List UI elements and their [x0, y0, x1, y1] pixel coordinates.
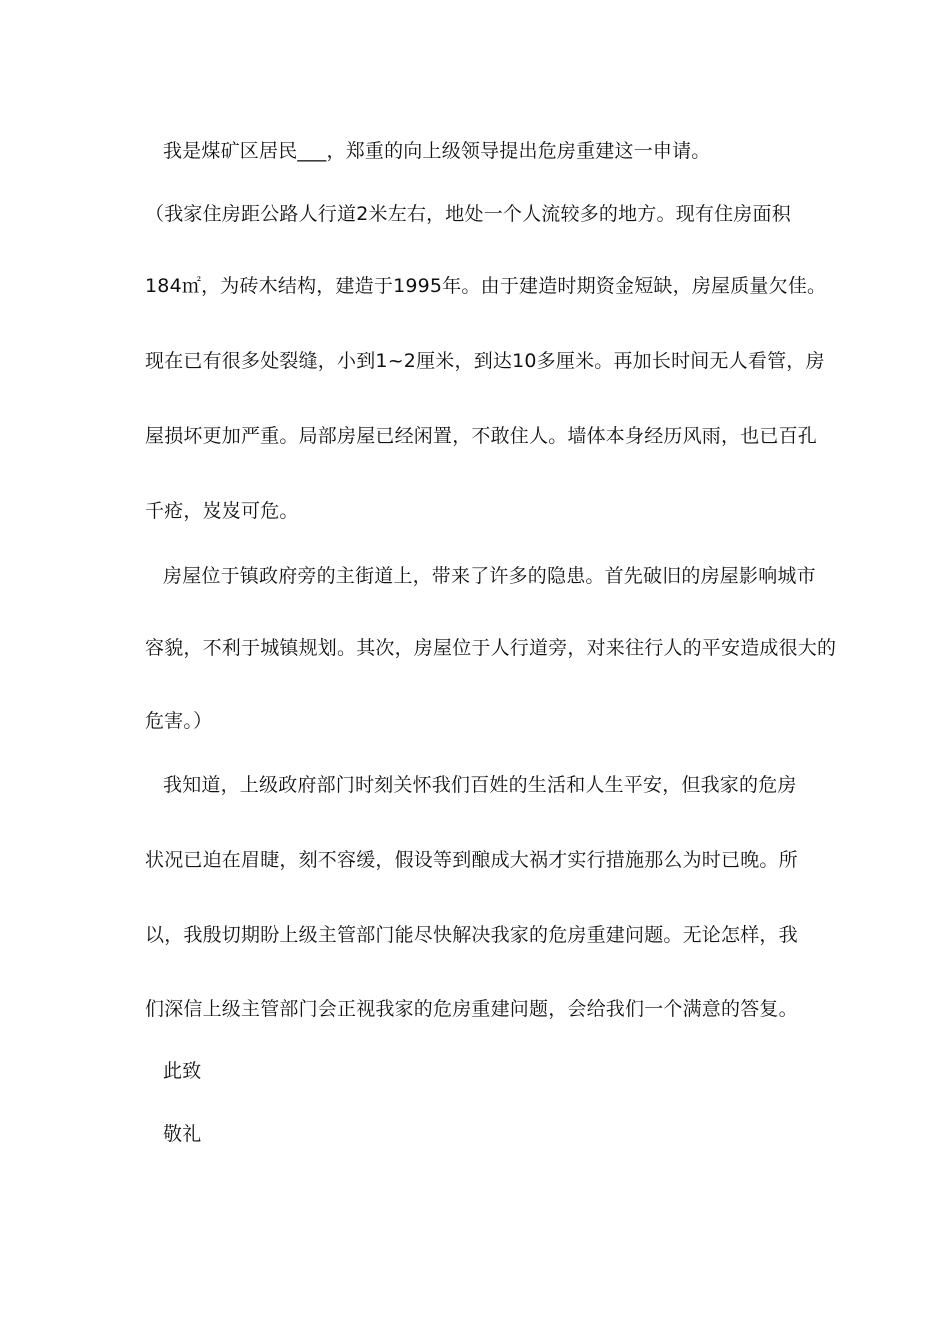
paragraph-3-line-2: 容貌，不利于城镇规划。其次，房屋位于人行道旁，对来往行人的平安造成很大的	[145, 637, 837, 659]
paragraph-3-line-3: 危害。）	[145, 710, 213, 732]
paragraph-1-line-1: 我是煤矿区居民___，郑重的向上级领导提出危房重建这一申请。	[163, 140, 711, 162]
paragraph-2-line-1: （我家住房距公路人行道2米左右，地处一个人流较多的地方。现有住房面积	[145, 203, 791, 225]
paragraph-2-line-5: 千疮，岌岌可危。	[145, 500, 299, 522]
paragraph-4-line-3: 以，我殷切期盼上级主管部门能尽快解决我家的危房重建问题。无论怎样，我	[145, 924, 798, 946]
paragraph-2-line-4: 屋损坏更加严重。局部房屋已经闲置，不敢住人。墙体本身经历风雨，也已百孔	[145, 425, 818, 447]
paragraph-2-line-2: 184㎡，为砖木结构，建造于1995年。由于建造时期资金短缺，房屋质量欠佳。	[145, 275, 827, 297]
closing-regards: 敬礼	[163, 1123, 202, 1145]
paragraph-2-line-3: 现在已有很多处裂缝，小到1~2厘米，到达10多厘米。再加长时间无人看管，房	[145, 350, 825, 372]
paragraph-4-line-4: 们深信上级主管部门会正视我家的危房重建问题，会给我们一个满意的答复。	[145, 998, 798, 1020]
closing-salutation: 此致	[163, 1060, 202, 1082]
paragraph-3-line-1: 房屋位于镇政府旁的主街道上，带来了许多的隐患。首先破旧的房屋影响城市	[163, 565, 816, 587]
paragraph-4-line-2: 状况已迫在眉睫，刻不容缓，假设等到酿成大祸才实行措施那么为时已晚。所	[145, 849, 798, 871]
paragraph-4-line-1: 我知道，上级政府部门时刻关怀我们百姓的生活和人生平安，但我家的危房	[163, 774, 797, 796]
